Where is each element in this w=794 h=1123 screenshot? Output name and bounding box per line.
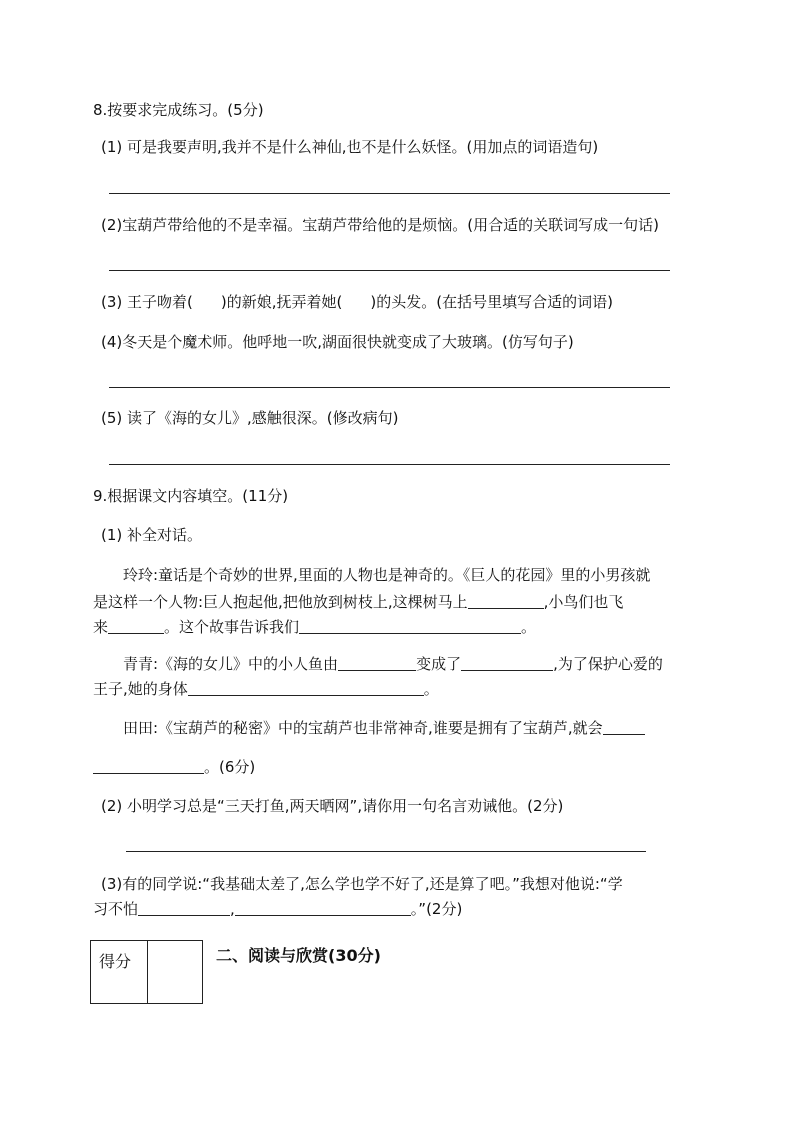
text: 王子,她的身体 bbox=[93, 680, 188, 698]
blank-tree[interactable] bbox=[468, 593, 544, 609]
text: , bbox=[230, 900, 235, 918]
q8-item-3-part-a: (3) 王子吻着( bbox=[101, 293, 193, 311]
q8-item-2: (2)宝葫芦带给他的不是幸福。宝葫芦带给他的是烦恼。(用合适的关联词写成一句话) bbox=[101, 216, 659, 234]
dialogue-qingqing-line-1 bbox=[123, 654, 663, 674]
q8-item-3-part-b: )的新娘,抚弄着她( bbox=[220, 293, 343, 311]
q8-title: 8.按要求完成练习。(5分) bbox=[93, 101, 264, 119]
answer-line-q8-2[interactable] bbox=[109, 270, 670, 271]
dialogue-qingqing-line-2 bbox=[93, 679, 439, 699]
blank-birds[interactable] bbox=[108, 618, 164, 634]
blank-lesson[interactable] bbox=[299, 618, 521, 634]
q9-part-3-line-1: (3)有的同学说:“我基础太差了,怎么学也学不好了,还是算了吧。”我想对他说:“学 bbox=[101, 875, 623, 893]
blank-from[interactable] bbox=[338, 655, 416, 671]
score-box bbox=[90, 940, 203, 1004]
dialogue-lingling-line-1: 玲玲:童话是个奇妙的世界,里面的人物也是神奇的。《巨人的花园》里的小男孩就 bbox=[123, 566, 651, 584]
score-entry-cell[interactable] bbox=[148, 941, 203, 1004]
q9-title: 9.根据课文内容填空。(11分) bbox=[93, 487, 289, 505]
q8-item-3-part-c: )的头发。(在括号里填写合适的词语) bbox=[370, 293, 613, 311]
text: 变成了 bbox=[416, 655, 462, 673]
blank-to[interactable] bbox=[461, 655, 553, 671]
text: ,小鸟们也飞 bbox=[543, 593, 624, 611]
text: ,为了保护心爱的 bbox=[553, 655, 663, 673]
text: 青青:《海的女儿》中的小人鱼由 bbox=[123, 655, 339, 673]
blank-body[interactable] bbox=[188, 680, 424, 696]
answer-line-q8-1[interactable] bbox=[109, 193, 670, 194]
answer-line-q8-5[interactable] bbox=[109, 464, 670, 465]
score-label: 得分 bbox=[91, 941, 148, 1004]
text: 。 bbox=[423, 680, 439, 698]
text: 。这个故事告诉我们 bbox=[164, 618, 300, 636]
dialogue-lingling-line-3 bbox=[93, 617, 536, 637]
blank-gourd-b[interactable] bbox=[93, 758, 204, 774]
q8-item-5: (5) 读了《海的女儿》,感触很深。(修改病句) bbox=[101, 409, 399, 427]
dialogue-lingling-line-2 bbox=[93, 592, 623, 612]
q8-item-1: (1) 可是我要声明,我并不是什么神仙,也不是什么妖怪。(用加点的词语造句) bbox=[101, 138, 599, 156]
blank-afraid-b[interactable] bbox=[235, 900, 411, 916]
section-title: 二、阅读与欣赏(30分) bbox=[216, 946, 381, 965]
dialogue-tiantian-line-2 bbox=[93, 757, 255, 777]
q8-item-4: (4)冬天是个魔术师。他呼地一吹,湖面很快就变成了大玻璃。(仿写句子) bbox=[101, 333, 574, 351]
q8-item-3 bbox=[101, 292, 613, 312]
text: 田田:《宝葫芦的秘密》中的宝葫芦也非常神奇,谁要是拥有了宝葫芦,就会 bbox=[123, 719, 603, 737]
blank-afraid-a[interactable] bbox=[138, 900, 230, 916]
q9-part-1: (1) 补全对话。 bbox=[101, 526, 203, 544]
text: 是这样一个人物:巨人抱起他,把他放到树枝上,这棵树马上 bbox=[93, 593, 468, 611]
text: 。”(2分) bbox=[410, 900, 463, 918]
dialogue-tiantian-line-1 bbox=[123, 718, 645, 738]
text: 习不怕 bbox=[93, 900, 139, 918]
text: 。(6分) bbox=[204, 758, 256, 776]
blank-gourd-a[interactable] bbox=[603, 719, 645, 735]
answer-line-q8-4[interactable] bbox=[109, 387, 670, 388]
q9-part-2: (2) 小明学习总是“三天打鱼,两天晒网”,请你用一句名言劝诫他。(2分) bbox=[101, 797, 564, 815]
text: 。 bbox=[521, 618, 537, 636]
answer-line-q9-2[interactable] bbox=[126, 851, 646, 852]
q9-part-3-line-2 bbox=[93, 899, 462, 919]
text: 来 bbox=[93, 618, 109, 636]
